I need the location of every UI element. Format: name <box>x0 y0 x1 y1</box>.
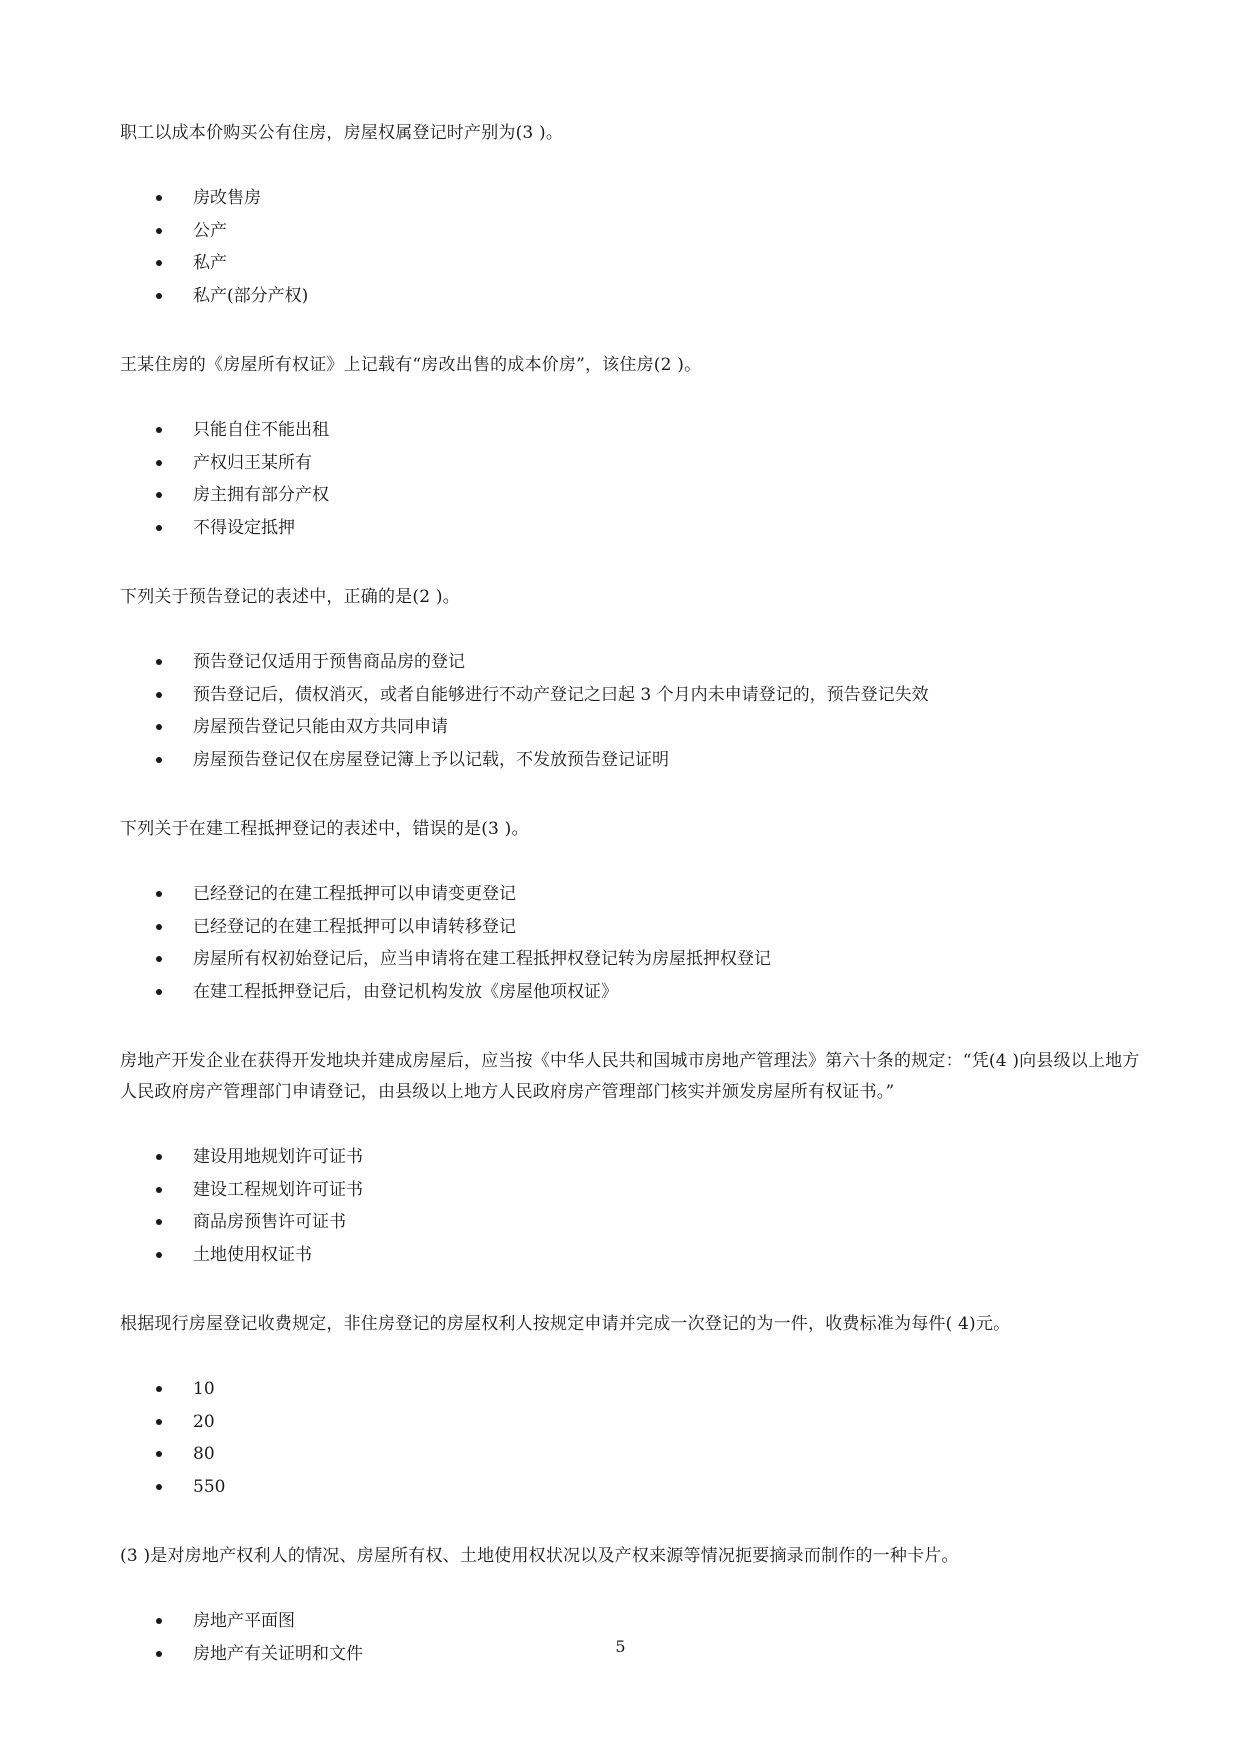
option-item <box>120 943 1140 976</box>
bullet-icon <box>156 1484 162 1490</box>
question-1 <box>120 118 1140 312</box>
bullet-icon <box>156 525 162 531</box>
question-4 <box>120 814 1140 1008</box>
option-text: 房主拥有部分产权 <box>193 485 329 505</box>
bullet-icon <box>156 492 162 498</box>
bullet-icon <box>156 1386 162 1392</box>
bullet-icon <box>156 659 162 665</box>
bullet-icon <box>156 692 162 698</box>
bullet-icon <box>156 260 162 266</box>
option-item <box>120 679 1140 712</box>
option-item <box>120 911 1140 944</box>
option-item <box>120 247 1140 280</box>
option-list <box>120 414 1140 544</box>
question-text: 下列关于在建工程抵押登记的表述中，错误的是(3 )。 <box>120 819 529 839</box>
option-item <box>120 1239 1140 1272</box>
bullet-icon <box>156 195 162 201</box>
option-text: 20 <box>193 1411 215 1432</box>
option-text: 预告登记后，债权消灭，或者自能够进行不动产登记之曰起 3 个月内未申请登记的，预告登记失效 <box>193 684 929 705</box>
option-text: 房改售房 <box>193 188 261 208</box>
question-text: (3 )是对房地产权利人的情况、房屋所有权、土地使用权状况以及产权来源等情况扼要摘录而制作的一种卡片。 <box>120 1546 959 1566</box>
question-text: 王某住房的《房屋所有权证》上记载有“房改出售的成本价房”，该住房(2 )。 <box>120 355 702 375</box>
bullet-icon <box>156 1419 162 1425</box>
bullet-icon <box>156 1252 162 1258</box>
bullet-icon <box>156 956 162 962</box>
option-item <box>120 976 1140 1009</box>
option-text: 建设工程规划许可证书 <box>193 1179 363 1200</box>
bullet-icon <box>156 293 162 299</box>
option-text: 预告登记仅适用于预售商品房的登记 <box>193 652 465 672</box>
question-text: 职工以成本价购买公有住房，房屋权属登记时产别为(3 )。 <box>120 123 564 143</box>
bullet-icon <box>156 724 162 730</box>
bullet-icon <box>156 427 162 433</box>
option-text: 已经登记的在建工程抵押可以申请转移登记 <box>193 916 516 937</box>
option-text: 私产(部分产权) <box>193 285 309 306</box>
option-item <box>120 1141 1140 1174</box>
option-item <box>120 1206 1140 1239</box>
option-item <box>120 215 1140 248</box>
option-list <box>120 646 1140 776</box>
option-item <box>120 1373 1140 1406</box>
question-text: 房地产开发企业在获得开发地块并建成房屋后，应当按《中华人民共和国城市房地产管理法》第六十条的规定：“凭(4 )向县级以上地方人民政府房产管理部门申请登记，由县级以上地方人民政府房产管理部门核实并颁发房屋所有权证书。” <box>120 1051 1140 1102</box>
bullet-icon <box>156 1187 162 1193</box>
option-item <box>120 1605 1140 1638</box>
option-list <box>120 878 1140 1008</box>
option-item <box>120 414 1140 447</box>
option-text: 已经登记的在建工程抵押可以申请变更登记 <box>193 884 516 904</box>
bullet-icon <box>156 460 162 466</box>
option-text: 房屋所有权初始登记后，应当申请将在建工程抵押权登记转为房屋抵押权登记 <box>193 949 771 969</box>
option-text: 商品房预售许可证书 <box>193 1212 346 1232</box>
option-item <box>120 1406 1140 1439</box>
option-item <box>120 744 1140 777</box>
bullet-icon <box>156 1154 162 1160</box>
option-text: 建设用地规划许可证书 <box>193 1147 363 1167</box>
option-item <box>120 1471 1140 1504</box>
option-item <box>120 711 1140 744</box>
option-text: 80 <box>193 1444 215 1464</box>
option-list <box>120 1141 1140 1271</box>
bullet-icon <box>156 924 162 930</box>
option-item <box>120 479 1140 512</box>
question-text: 根据现行房屋登记收费规定，非住房登记的房屋权利人按规定申请并完成一次登记的为一件，收费标准为每件( 4)元。 <box>120 1314 1011 1334</box>
bullet-icon <box>156 228 162 234</box>
option-text: 只能自住不能出租 <box>193 420 329 440</box>
option-item <box>120 1174 1140 1207</box>
option-text: 房地产有关证明和文件 <box>193 1643 363 1664</box>
option-text: 房地产平面图 <box>193 1611 295 1631</box>
question-3 <box>120 582 1140 776</box>
option-item <box>120 447 1140 480</box>
bullet-icon <box>156 1219 162 1225</box>
option-text: 550 <box>193 1476 226 1497</box>
option-text: 公产 <box>193 220 227 241</box>
question-6 <box>120 1309 1140 1503</box>
option-item <box>120 878 1140 911</box>
bullet-icon <box>156 1618 162 1624</box>
option-list <box>120 1373 1140 1503</box>
question-5 <box>120 1046 1140 1271</box>
option-text: 10 <box>193 1379 215 1399</box>
option-text: 在建工程抵押登记后，由登记机构发放《房屋他项权证》 <box>193 981 618 1002</box>
option-list <box>120 182 1140 312</box>
option-item <box>120 182 1140 215</box>
option-text: 房屋预告登记只能由双方共同申请 <box>193 717 448 737</box>
option-text: 私产 <box>193 253 227 273</box>
option-text: 房屋预告登记仅在房屋登记簿上予以记载，不发放预告登记证明 <box>193 749 669 770</box>
option-item <box>120 280 1140 313</box>
bullet-icon <box>156 989 162 995</box>
option-item <box>120 646 1140 679</box>
option-text: 土地使用权证书 <box>193 1244 312 1265</box>
question-text: 下列关于预告登记的表述中，正确的是(2 )。 <box>120 587 460 607</box>
option-item <box>120 1438 1140 1471</box>
option-item <box>120 512 1140 545</box>
option-text: 产权归王某所有 <box>193 452 312 473</box>
bullet-icon <box>156 891 162 897</box>
question-list <box>120 118 1140 1670</box>
bullet-icon <box>156 1451 162 1457</box>
page-number: 5 <box>615 1637 626 1656</box>
option-text: 不得设定抵押 <box>193 517 295 538</box>
bullet-icon <box>156 757 162 763</box>
question-2 <box>120 350 1140 544</box>
